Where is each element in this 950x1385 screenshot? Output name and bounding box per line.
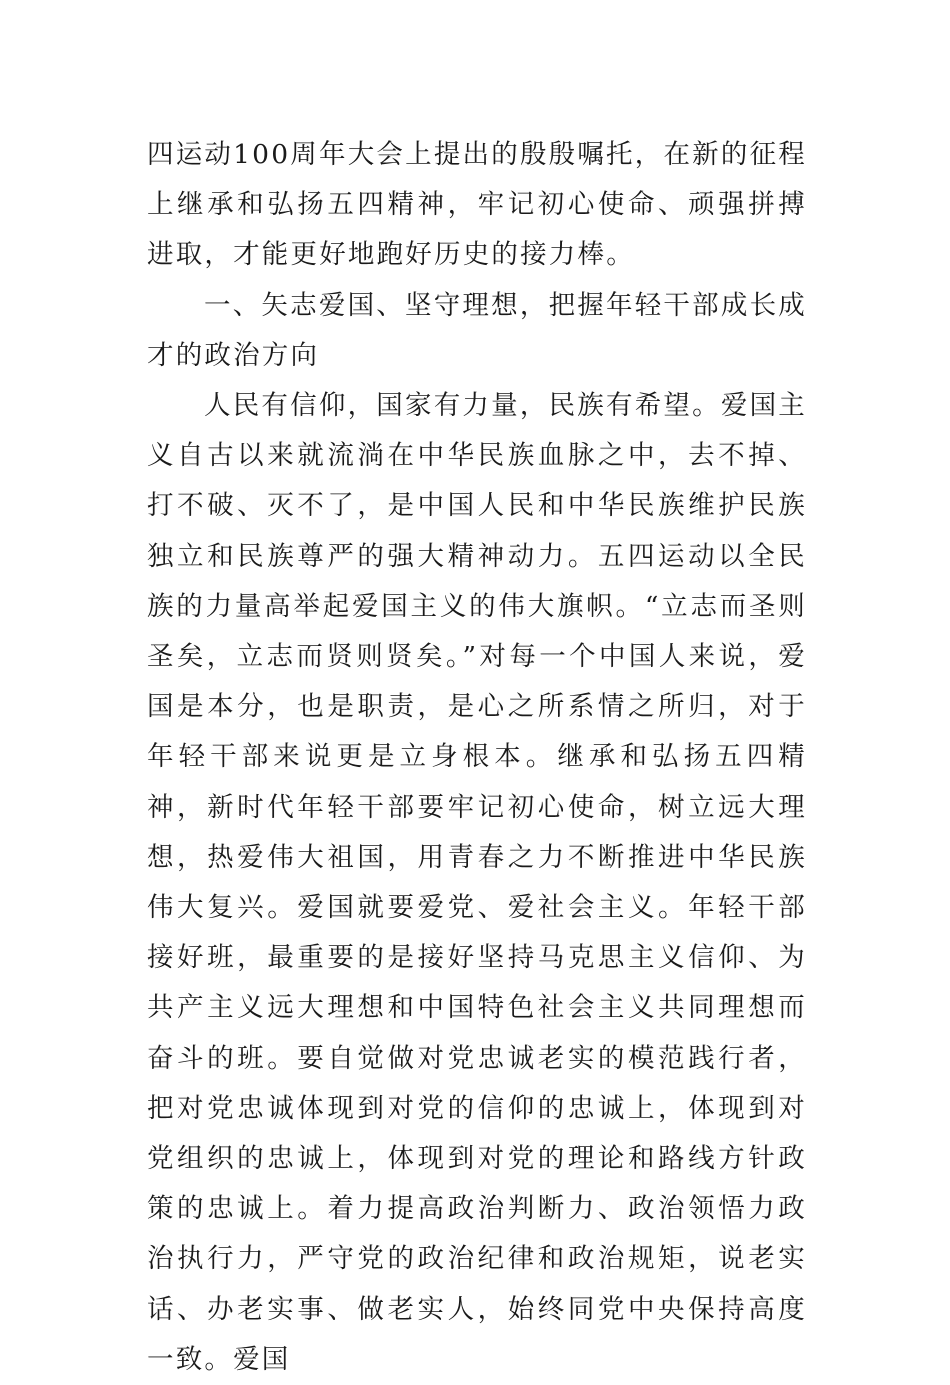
continuation-paragraph: 四运动100周年大会上提出的殷殷嘱托，在新的征程上继承和弘扬五四精神，牢记初心使命、顽强拼搏进取，才能更好地跑好历史的接力棒。 [147,139,807,271]
document-body [147,130,807,1385]
body-paragraph: 人民有信仰，国家有力量，民族有希望。爱国主义自古以来就流淌在中华民族血脉之中，去不掉、打不破、灭不了，是中国人民和中华民族维护民族独立和民族尊严的强大精神动力。五四运动以全民族的力量高举起爱国主义的伟大旗帜。“立志而圣则圣矣，立志而贤则贤矣。”对每一个中国人来说，爱国是本分，也是职责，是心之所系情之所归，对于年轻干部来说更是立身根本。继承和弘扬五四精神，新时代年轻干部要牢记初心使命，树立远大理想，热爱伟大祖国，用青春之力不断推进中华民族伟大复兴。爱国就要爱党、爱社会主义。年轻干部接好班，最重要的是接好坚持马克思主义信仰、为共产主义远大理想和中国特色社会主义共同理想而奋斗的班。要自觉做对党忠诚老实的模范践行者，把对党忠诚体现到对党的信仰的忠诚上，体现到对党组织的忠诚上，体现到对党的理论和路线方针政策的忠诚上。着力提高政治判断力、政治领悟力政治执行力，严守党的政治纪律和政治规矩，说老实话、办老实事、做老实人，始终同党中央保持高度一致。爱国 [147,390,807,1375]
section-heading: 一、矢志爱国、坚守理想，把握年轻干部成长成才的政治方向 [147,289,807,371]
